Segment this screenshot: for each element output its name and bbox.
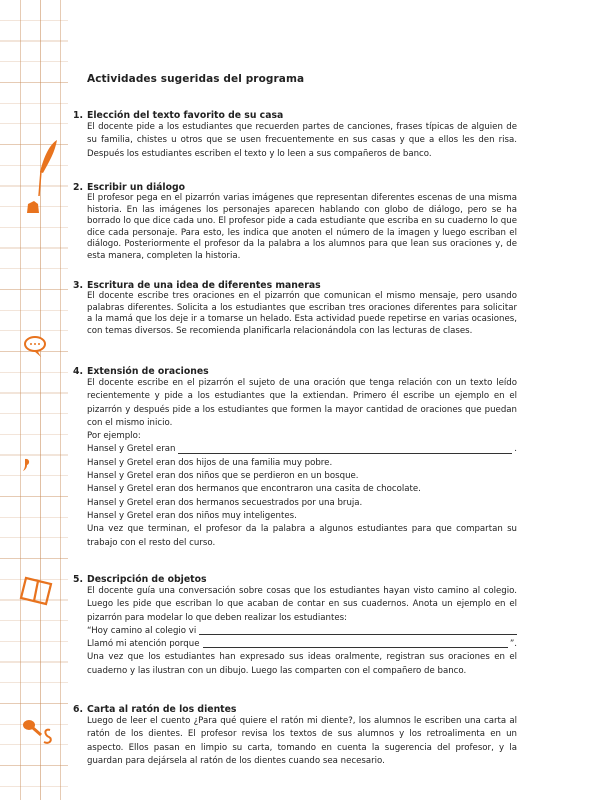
feather-icon: [36, 138, 60, 198]
example-sentence: Hansel y Gretel eran dos niños muy inteligentes.: [87, 510, 297, 521]
activity-text: El docente pide a los estudiantes que recuerden partes de canciones, frases típicas de alguien de su familia, chistes u otros que se usen frecuentemente en sus casas y que a ellos les den risa. Después los estudiantes escriben el texto y lo leen a sus compañeros de banco.: [87, 122, 517, 159]
microphone-icon: [22, 718, 54, 746]
activity-number: 2.: [73, 182, 84, 193]
activity-heading: Escribir un diálogo: [87, 182, 186, 193]
activity-number: 1.: [73, 110, 84, 121]
blank-end: .: [514, 444, 517, 455]
blank-prompt: Hansel y Gretel eran: [87, 444, 176, 455]
activity-4: [73, 366, 517, 550]
activity-number: 5.: [73, 574, 84, 585]
activity-1: [73, 110, 517, 161]
activity-number: 4.: [73, 366, 84, 377]
speech-bubble-icon: [23, 334, 47, 358]
activity-heading: Extensión de oraciones: [87, 366, 209, 377]
activity-heading: Escritura de una idea de diferentes maneras: [87, 280, 321, 291]
fill-in-blank: [178, 444, 512, 454]
fill-in-blank: [203, 638, 508, 648]
activity-heading: Elección del texto favorito de su casa: [87, 110, 284, 121]
closing-text: Una vez que los estudiantes han expresado sus ideas oralmente, registran sus oraciones en el cuaderno y las ilustran con un dibujo. Luego las comparten con el compañero de banco.: [87, 652, 517, 676]
grid-margin: [0, 0, 68, 800]
activity-number: 3.: [73, 280, 84, 291]
closing-text: Una vez que terminan, el profesor da la palabra a algunos estudiantes para que compartan su trabajo con el resto del curso.: [87, 524, 517, 548]
example-sentence: Hansel y Gretel eran dos hermanos que encontraron una casita de chocolate.: [87, 484, 421, 495]
activity-text: El docente escribe en el pizarrón el sujeto de una oración que tenga relación con un texto leído recientemente y pide a los estudiantes que la extiendan. Primero él escribe un ejemplo en el pizarrón y después pide a los estudiantes que formen la mayor cantidad de oraciones que puedan con el mismo inicio.: [87, 378, 517, 428]
blank-prompt: Llamó mi atención porque: [87, 639, 200, 650]
book-icon: [19, 576, 55, 606]
activity-heading: Descripción de objetos: [87, 574, 207, 585]
example-label: Por ejemplo:: [87, 431, 141, 442]
example-sentence: Hansel y Gretel eran dos niños que se perdieron en un bosque.: [87, 471, 359, 482]
activity-5: [73, 574, 517, 678]
activity-number: 6.: [73, 704, 84, 715]
activity-text: Luego de leer el cuento ¿Para qué quiere el ratón mi diente?, los alumnos le escriben una carta al ratón de los dientes. El profesor revisa los textos de sus alumnos y los retroalimenta en un aspecto. Ellos pasan en limpio su carta, tomando en cuenta la sugerencia del profesor, y la guardan para dejársela al ratón de los dientes cuando sea necesario.: [87, 716, 517, 766]
comma-icon: [21, 458, 31, 472]
activity-6: [73, 704, 517, 768]
blank-prompt: “Hoy camino al colegio vi: [87, 625, 197, 636]
page-title: Actividades sugeridas del programa: [87, 73, 305, 85]
example-sentence: Hansel y Gretel eran dos hijos de una familia muy pobre.: [87, 457, 333, 468]
fill-in-blank: [199, 625, 517, 635]
example-sentence: Hansel y Gretel eran dos hermanos secuestrados por una bruja.: [87, 497, 363, 508]
activity-text: El docente guía una conversación sobre cosas que los estudiantes hayan visto camino al colegio. Luego les pide que escriban lo que acaban de contar en sus cuadernos. Anota un ejemplo en el pizarrón para modelar lo que deben realizar los estudiantes:: [87, 586, 517, 623]
activity-text: El profesor pega en el pizarrón varias imágenes que representan diferentes escenas de una misma historia. En las imágenes los personajes aparecen hablando con globo de diálogo, pero se ha borrado lo que dice cada uno. El profesor pide a cada estudiante que escriba en su cuaderno lo que dice cada personaje. Para esto, les indica que anoten el número de la imagen y luego escriban el diálogo. Posteriormente el profesor da la palabra a los alumnos para que lean sus oraciones y, de esta manera, completen la historia.: [87, 193, 517, 261]
inkpot-icon: [25, 200, 41, 214]
blank-end: ”.: [509, 639, 517, 650]
activity-2: [73, 182, 517, 262]
activity-heading: Carta al ratón de los dientes: [87, 704, 237, 715]
activity-text: El docente escribe tres oraciones en el pizarrón que comunican el mismo mensaje, pero usando palabras diferentes. Solicita a los estudiantes que escriban tres oraciones diferentes para solicitar a la mamá que los deje ir a tomarse un helado. Esta actividad puede repetirse en varias ocasiones, con temas diversos. Se recomienda planificarla relacionándola con las lecturas de clases.: [87, 291, 517, 336]
activity-3: [73, 280, 517, 337]
